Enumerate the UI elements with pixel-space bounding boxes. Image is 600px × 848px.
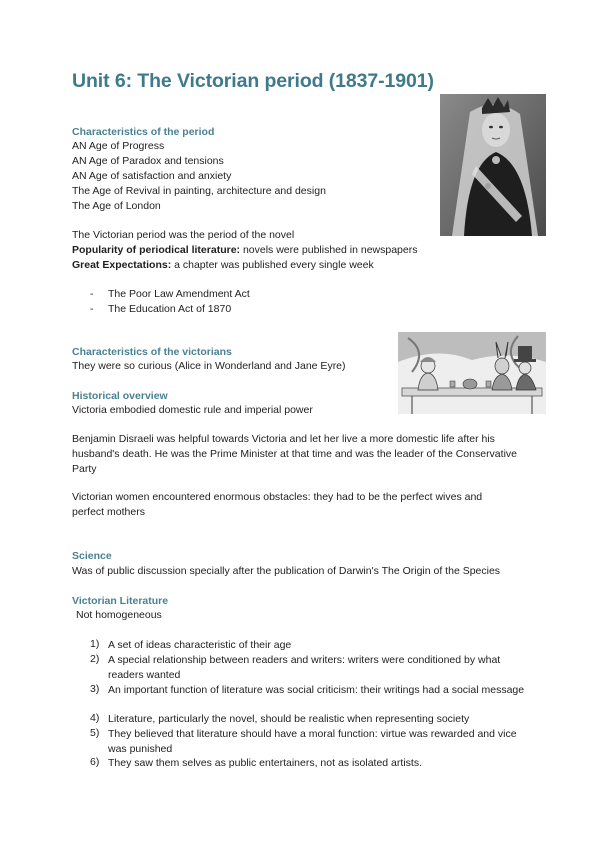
list-number: 3) <box>90 683 100 695</box>
bullet-poor-law: The Poor Law Amendment Act <box>108 288 250 300</box>
list-item-5: They believed that literature should have a moral function: virtue was rewarded and vice was punished <box>108 728 517 755</box>
great-expectations-line <box>72 258 374 273</box>
heading-science: Science <box>72 550 112 562</box>
heading-characteristics-period: Characteristics of the period <box>72 126 215 138</box>
heading-historical-overview: Historical overview <box>72 390 168 402</box>
heading-victorian-literature: Victorian Literature <box>72 595 169 607</box>
list-number: 6) <box>90 756 100 768</box>
science-text: Was of public discussion specially after the publication of Darwin's The Origin of the Species <box>72 565 501 577</box>
list-item-3: An important function of literature was social criticism: their writings had a social message <box>108 684 525 696</box>
period-line-5: The Age of London <box>72 200 161 212</box>
illustration-drawing <box>398 332 546 414</box>
bullet-education-act: The Education Act of 1870 <box>108 303 232 315</box>
novel-line: The Victorian period was the period of the novel <box>72 229 295 241</box>
portrait-drawing <box>440 94 546 236</box>
period-line-3: AN Age of satisfaction and anxiety <box>72 170 232 182</box>
disraeli-paragraph: Benjamin Disraeli was helpful towards Victoria and let her live a more domestic life after his husband's death. He was the Prime Minister at that time and was the leader of the Conservative Party <box>72 433 517 475</box>
list-number: 1) <box>90 638 100 650</box>
heading-characteristics-victorians: Characteristics of the victorians <box>72 346 232 358</box>
list-item-4: Literature, particularly the novel, should be realistic when representing society <box>108 713 470 725</box>
list-item-6: They saw them selves as public entertainers, not as isolated artists. <box>108 757 422 769</box>
list-item-2: A special relationship between readers and writers: writers were conditioned by what readers wanted <box>108 654 501 681</box>
queen-victoria-portrait <box>440 94 546 236</box>
period-line-4: The Age of Revival in painting, architecture and design <box>72 185 326 197</box>
periodical-label: Popularity of periodical literature: <box>72 244 241 256</box>
bullet-dash: - <box>90 303 94 315</box>
bullet-dash: - <box>90 288 94 300</box>
literature-intro: Not homogeneous <box>76 609 162 621</box>
overview-line: Victoria embodied domestic rule and imperial power <box>72 404 313 416</box>
list-number: 5) <box>90 727 100 739</box>
victorians-text: They were so curious (Alice in Wonderland and Jane Eyre) <box>72 360 346 372</box>
periodical-text: novels were published in newspapers <box>240 244 418 256</box>
page-title: Unit 6: The Victorian period (1837-1901) <box>72 70 434 92</box>
great-expectations-label: Great Expectations: <box>72 259 172 271</box>
list-number: 2) <box>90 653 100 665</box>
great-expectations-text: a chapter was published every single week <box>171 259 374 271</box>
period-line-1: AN Age of Progress <box>72 140 165 152</box>
mad-tea-party-illustration <box>398 332 546 414</box>
period-line-2: AN Age of Paradox and tensions <box>72 155 224 167</box>
list-number: 4) <box>90 712 100 724</box>
list-item-1: A set of ideas characteristic of their age <box>108 639 292 651</box>
periodical-line <box>72 243 417 258</box>
women-paragraph: Victorian women encountered enormous obstacles: they had to be the perfect wives and perfect mothers <box>72 491 483 518</box>
